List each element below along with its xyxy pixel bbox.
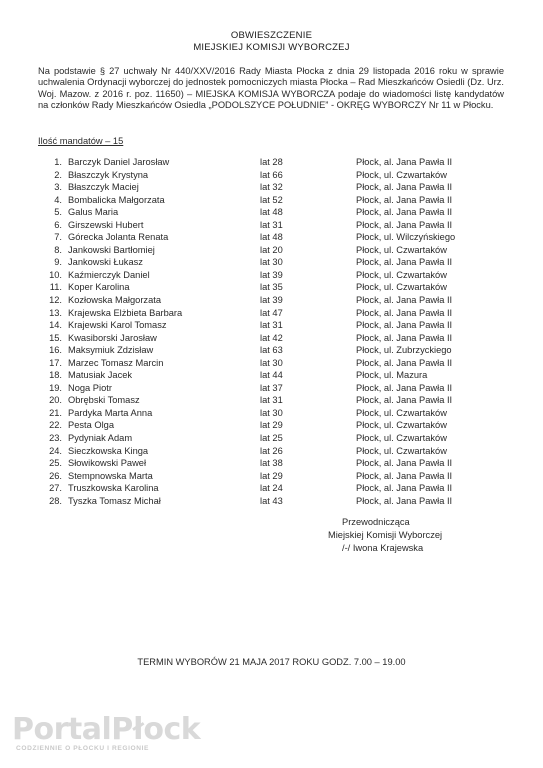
signature-body: Miejskiej Komisji Wyborczej [328, 530, 443, 540]
candidate-name: Noga Piotr [68, 382, 112, 393]
candidate-age: lat 25 [260, 433, 283, 444]
candidate-age: lat 24 [260, 483, 283, 494]
candidate-address: Płock, ul. Czwartaków [356, 433, 447, 444]
candidate-row [38, 319, 508, 332]
watermark-logo [12, 712, 201, 758]
candidate-age: lat 66 [260, 169, 283, 180]
candidate-name: Błaszczyk Krystyna [68, 169, 149, 180]
candidate-age: lat 63 [260, 345, 283, 356]
candidate-address: Płock, al. Jana Pawła II [356, 219, 453, 230]
candidate-row [38, 181, 508, 194]
candidate-address: Płock, ul. Czwartaków [356, 445, 447, 456]
candidate-age: lat 30 [260, 407, 283, 418]
candidate-age: lat 52 [260, 194, 283, 205]
candidate-number: 19. [49, 382, 62, 393]
candidate-name: Kozłowska Małgorzata [68, 295, 162, 306]
candidate-age: lat 31 [260, 219, 283, 230]
candidate-age: lat 31 [260, 395, 283, 406]
candidate-row [38, 269, 508, 282]
candidate-number: 12. [49, 295, 62, 306]
candidate-number: 6. [54, 219, 62, 230]
candidate-row [38, 294, 508, 307]
candidate-name: Truszkowska Karolina [68, 483, 159, 494]
candidate-name: Barczyk Daniel Jarosław [68, 157, 170, 167]
candidate-address: Płock, ul. Mazura [356, 370, 428, 381]
candidate-number: 24. [49, 445, 62, 456]
candidate-address: Płock, al. Jana Pawła II [356, 295, 453, 306]
candidate-row [38, 206, 508, 219]
candidate-number: 5. [54, 207, 62, 218]
candidate-age: lat 30 [260, 357, 283, 368]
candidate-age: lat 35 [260, 282, 283, 293]
candidate-address: Płock, ul. Czwartaków [356, 169, 447, 180]
candidate-address: Płock, al. Jana Pawła II [356, 157, 453, 167]
candidate-address: Płock, al. Jana Pawła II [356, 483, 453, 494]
candidate-list [38, 156, 508, 507]
candidate-name: Jankowski Bartłomiej [68, 244, 155, 255]
notice-subtitle: MIEJSKIEJ KOMISJI WYBORCZEJ [193, 42, 350, 53]
candidate-name: Bombalicka Małgorzata [68, 194, 165, 205]
candidate-address: Płock, ul. Czwartaków [356, 420, 447, 431]
intro-paragraph: Na podstawie § 27 uchwały Nr 440/XXV/2016 Rady Miasta Płocka z dnia 29 listopada 2016 roku w sprawie uchwalenia Ordynacji wyborczej do jednostek pomocniczych miasta Płocka – Rad Mieszkańców Osiedli (Dz. Urz. Woj. Mazow. z 2016 r. poz. 11650) – MIEJSKA KOMISJA WYBORCZA podaje do wiadomości listę kandydatów na członków Rady Mieszkańców Osiedla „PODOLSZYCE POŁUDNIE” - OKRĘG WYBORCZY Nr 11 w Płocku. [38, 66, 504, 111]
candidate-address: Płock, al. Jana Pawła II [356, 182, 453, 193]
candidate-age: lat 37 [260, 382, 283, 393]
candidate-row [38, 470, 508, 483]
candidate-age: lat 43 [260, 495, 283, 506]
candidate-row [38, 256, 508, 269]
candidate-number: 4. [54, 194, 62, 205]
candidate-age: lat 29 [260, 470, 283, 481]
candidate-row [38, 332, 508, 345]
signature-name: /-/ Iwona Krajewska [342, 543, 424, 553]
watermark-brand: PortalPłock [12, 712, 201, 747]
candidate-number: 17. [49, 357, 62, 368]
candidate-number: 20. [49, 395, 62, 406]
candidate-number: 11. [49, 282, 62, 293]
candidate-row [38, 244, 508, 257]
candidate-row [38, 307, 508, 320]
candidate-row [38, 445, 508, 458]
candidate-row [38, 394, 508, 407]
candidate-age: lat 48 [260, 207, 283, 218]
candidate-name: Pardyka Marta Anna [68, 407, 153, 418]
signature-role: Przewodnicząca [342, 517, 410, 527]
candidate-row [38, 156, 508, 169]
candidate-age: lat 39 [260, 269, 283, 280]
candidate-name: Krajewska Elżbieta Barbara [68, 307, 183, 318]
candidate-address: Płock, ul. Wilczyńskiego [356, 232, 456, 243]
mandates-count: Ilość mandatów – 15 [38, 136, 124, 146]
candidate-row [38, 495, 508, 508]
candidate-address: Płock, al. Jana Pawła II [356, 395, 453, 406]
candidate-number: 7. [54, 232, 62, 243]
candidate-age: lat 31 [260, 320, 283, 331]
candidate-name: Maksymiuk Zdzisław [68, 345, 154, 356]
candidate-name: Błaszczyk Maciej [68, 182, 139, 193]
candidate-number: 27. [49, 483, 62, 494]
candidate-name: Pesta Olga [68, 420, 114, 431]
candidate-number: 1. [54, 157, 62, 167]
candidate-row [38, 382, 508, 395]
candidate-number: 26. [49, 470, 62, 481]
election-term: TERMIN WYBORÓW 21 MAJA 2017 ROKU GODZ. 7.00 – 19.00 [137, 657, 406, 667]
candidate-address: Płock, al. Jana Pawła II [356, 332, 453, 343]
candidate-address: Płock, al. Jana Pawła II [356, 458, 453, 469]
candidate-name: Pydyniak Adam [68, 433, 133, 444]
candidate-name: Koper Karolina [68, 282, 130, 293]
candidate-name: Tyszka Tomasz Michał [68, 495, 161, 506]
candidate-row [38, 432, 508, 445]
candidate-address: Płock, ul. Czwartaków [356, 282, 447, 293]
watermark-tagline: CODZIENNIE O PŁOCKU I REGIONIE [16, 745, 150, 752]
candidate-row [38, 344, 508, 357]
candidate-name: Marzec Tomasz Marcin [68, 357, 164, 368]
candidate-row [38, 194, 508, 207]
candidate-age: lat 20 [260, 244, 283, 255]
candidate-name: Obrębski Tomasz [68, 395, 140, 406]
candidate-age: lat 28 [260, 157, 283, 167]
candidate-number: 2. [54, 169, 62, 180]
candidate-number: 23. [49, 433, 62, 444]
candidate-age: lat 26 [260, 445, 283, 456]
notice-title: OBWIESZCZENIE [230, 30, 313, 41]
candidate-address: Płock, ul. Czwartaków [356, 407, 447, 418]
candidate-number: 14. [49, 320, 62, 331]
candidate-row [38, 482, 508, 495]
candidate-row [38, 281, 508, 294]
candidate-row [38, 231, 508, 244]
candidate-name: Krajewski Karol Tomasz [68, 320, 167, 331]
candidate-age: lat 32 [260, 182, 283, 193]
candidate-address: Płock, al. Jana Pawła II [356, 382, 453, 393]
candidate-address: Płock, ul. Zubrzyckiego [356, 345, 452, 356]
candidate-age: lat 47 [260, 307, 283, 318]
candidate-address: Płock, al. Jana Pawła II [356, 307, 453, 318]
candidate-name: Galus Maria [68, 207, 119, 218]
candidate-number: 13. [49, 307, 62, 318]
candidate-row [38, 219, 508, 232]
candidate-row [38, 357, 508, 370]
candidate-row [38, 169, 508, 182]
candidate-age: lat 38 [260, 458, 283, 469]
candidate-number: 10. [49, 269, 62, 280]
candidate-age: lat 39 [260, 295, 283, 306]
candidate-age: lat 44 [260, 370, 283, 381]
candidate-name: Górecka Jolanta Renata [68, 232, 169, 243]
candidate-name: Kaźmierczyk Daniel [68, 269, 150, 280]
candidate-row [38, 369, 508, 382]
candidate-address: Płock, al. Jana Pawła II [356, 470, 453, 481]
candidate-name: Sieczkowska Kinga [68, 445, 149, 456]
candidate-address: Płock, al. Jana Pawła II [356, 357, 453, 368]
candidate-age: lat 42 [260, 332, 283, 343]
candidate-number: 15. [49, 332, 62, 343]
candidate-number: 8. [54, 244, 62, 255]
candidate-name: Girszewski Hubert [68, 219, 144, 230]
candidate-number: 3. [54, 182, 62, 193]
candidate-number: 25. [49, 458, 62, 469]
candidate-address: Płock, ul. Czwartaków [356, 269, 447, 280]
candidate-number: 21. [49, 407, 62, 418]
candidate-number: 22. [49, 420, 62, 431]
candidate-age: lat 48 [260, 232, 283, 243]
candidate-row [38, 407, 508, 420]
candidate-age: lat 30 [260, 257, 283, 268]
candidate-address: Płock, al. Jana Pawła II [356, 207, 453, 218]
candidate-name: Słowikowski Paweł [68, 458, 147, 469]
candidate-row [38, 419, 508, 432]
candidate-address: Płock, al. Jana Pawła II [356, 257, 453, 268]
signature-block [328, 516, 442, 555]
candidate-age: lat 29 [260, 420, 283, 431]
candidate-row [38, 457, 508, 470]
candidate-number: 28. [49, 495, 62, 506]
candidate-address: Płock, al. Jana Pawła II [356, 495, 453, 506]
candidate-number: 18. [49, 370, 62, 381]
candidate-name: Kwasiborski Jarosław [68, 332, 157, 343]
candidate-address: Płock, al. Jana Pawła II [356, 194, 453, 205]
candidate-name: Jankowski Łukasz [68, 257, 143, 268]
candidate-number: 9. [54, 257, 62, 268]
candidate-address: Płock, ul. Czwartaków [356, 244, 447, 255]
candidate-name: Matusiak Jacek [68, 370, 133, 381]
candidate-name: Stempnowska Marta [68, 470, 153, 481]
candidate-address: Płock, al. Jana Pawła II [356, 320, 453, 331]
candidate-number: 16. [49, 345, 62, 356]
